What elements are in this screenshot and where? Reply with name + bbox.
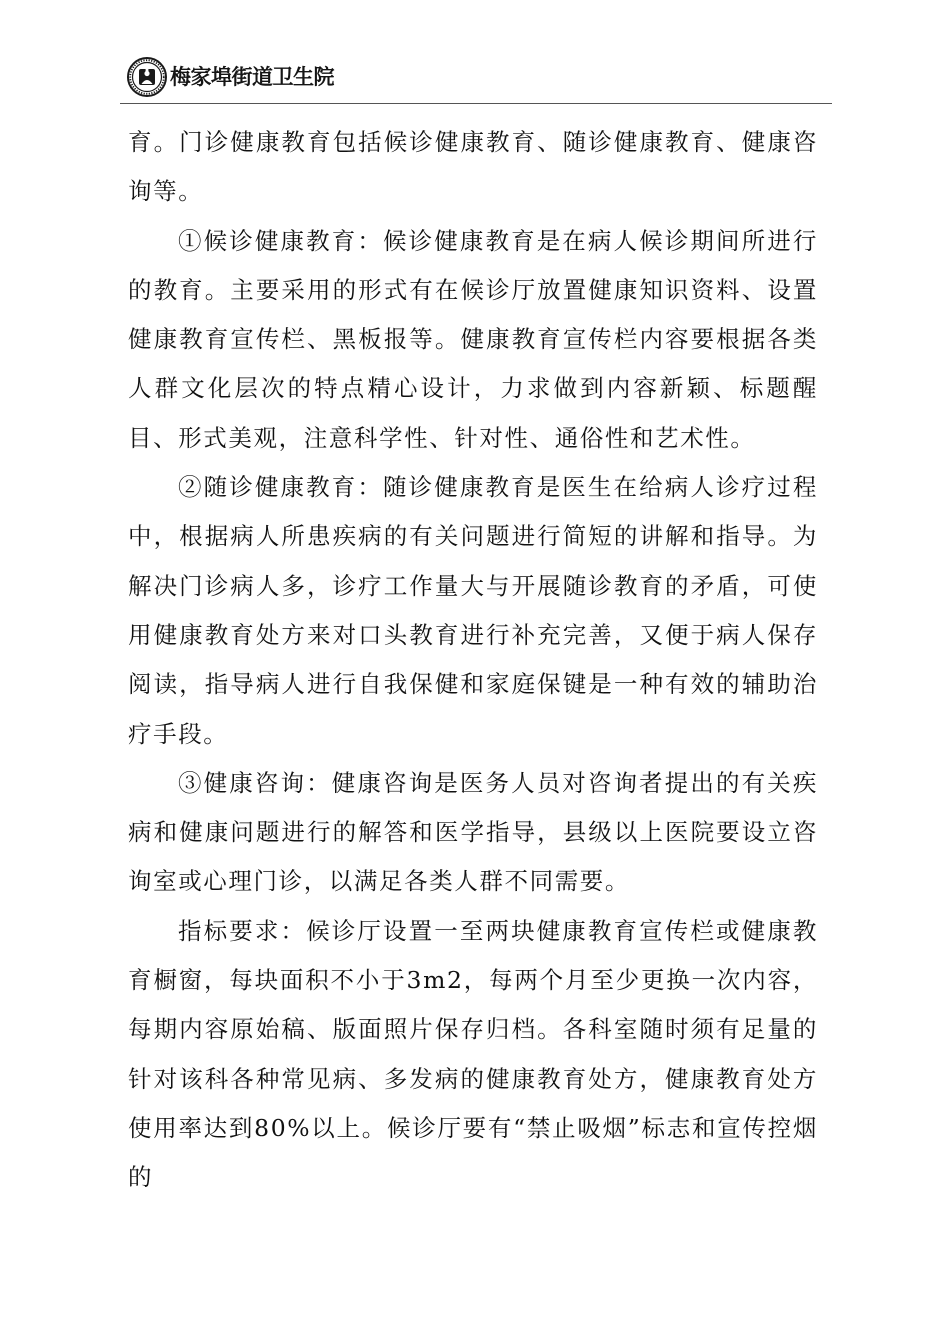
paragraph-intro: 育。门诊健康教育包括候诊健康教育、随诊健康教育、健康咨询等。 [128,128,818,206]
document-body [128,118,818,1203]
paragraph-health-consultation: ③健康咨询：健康咨询是医务人员对咨询者提出的有关疾病和健康问题进行的解答和医学指导，县级以上医院要设立咨询室或心理门诊，以满足各类人群不同需要。 [128,768,818,896]
paragraph-followup-education: ②随诊健康教育：随诊健康教育是医生在给病人诊疗过程中，根据病人所患疾病的有关问题进行简短的讲解和指导。为解决门诊病人多，诊疗工作量大与开展随诊教育的矛盾，可使用健康教育处方来对口头教育进行补充完善，又便于病人保存阅读，指导病人进行自我保健和家庭保键是一种有效的辅助治疗手段。 [128,473,818,748]
header-title: 梅家埠街道卫生院 [170,65,334,89]
page-header [120,52,832,104]
hospital-seal-icon [127,57,167,97]
header-divider [120,103,832,104]
paragraph-waiting-education: ①候诊健康教育：候诊健康教育是在病人候诊期间所进行的教育。主要采用的形式有在候诊厅放置健康知识资料、设置健康教育宣传栏、黑板报等。健康教育宣传栏内容要根据各类人群文化层次的特点精心设计，力求做到内容新颖、标题醒目、形式美观，注意科学性、针对性、通俗性和艺术性。 [128,226,818,452]
paragraph-requirements: 指标要求：候诊厅设置一至两块健康教育宣传栏或健康教育橱窗，每块面积不小于3m2，每两个月至少更换一次内容，每期内容原始稿、版面照片保存归档。各科室随时须有足量的针对该科各种常见病、多发病的健康教育处方，健康教育处方使用率达到80%以上。候诊厅要有“禁止吸烟”标志和宣传控烟的 [128,916,818,1192]
